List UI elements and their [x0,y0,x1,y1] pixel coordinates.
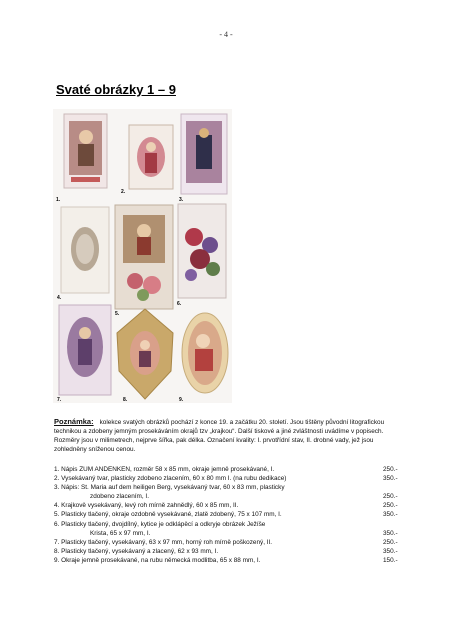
note-label: Poznámka: [54,417,94,426]
item-description: 1. Nápis ZUM ANDENKEN, rozměr 58 x 85 mm, okraje jemně prosekávané, I. [54,466,275,473]
item-description: 4. Krajkově vysekávaný, levý roh mírně zahnědlý, 60 x 85 mm, II. [54,502,239,510]
holy-card-9 [182,313,228,393]
item-price: 350.- [383,529,398,537]
list-item [54,474,409,483]
caption-6: 6. [177,301,182,307]
holy-card-3 [181,114,227,194]
item-description: 2. Vysekávaný tvar, plasticky zdobeno zlacením, 60 x 80 mm I. (na rubu dedikace) [54,475,287,483]
item-description-continued: Krista, 65 x 97 mm, I. [90,529,151,537]
caption-5: 5. [115,311,120,317]
item-description: 3. Nápis: St. Maria auf dem heiligen Berg, vysekávaný tvar, 60 x 83 mm, plasticky [54,484,285,492]
holy-card-4 [61,207,109,293]
note-paragraph [54,417,399,454]
item-list [54,465,409,565]
item-price: 250.- [383,493,398,501]
item-description: 5. Plasticky tlačený, okraje ozdobně vysekávané, zlatě zdobený, 75 x 107 mm, I. [54,511,282,519]
holy-card-7 [59,305,111,395]
list-item [54,556,409,565]
holy-card-6 [178,204,226,298]
list-item [54,520,409,538]
caption-2: 2. [121,189,126,195]
item-description: 9. Okraje jemně prosekávané, na rubu německá modlitba, 65 x 88 mm, I. [54,556,261,564]
page-number: - 4 - [219,30,233,39]
caption-4: 4. [57,295,62,301]
item-description-continued: zdobeno zlacením, I. [90,493,149,501]
item-price: 250.- [383,538,398,546]
holy-card-1 [64,114,107,188]
item-price: 350.- [383,511,398,519]
item-price: 250.- [383,466,398,473]
caption-8: 8. [123,397,128,403]
item-description: 8. Plasticky tlačený, vysekávaný a zlacený, 62 x 93 mm, I. [54,547,219,555]
caption-9: 9. [179,397,184,403]
caption-1: 1. [56,197,61,203]
list-item [54,465,409,474]
caption-3: 3. [179,197,184,203]
note-text: kolekce svatých obrázků pochází z konce 19. a začátku 20. století. Jsou tištěny původní litografickou technikou a zdobeny jemným prosekáváním okrajů tzv „krajkou“. Další tiskové a jiné zvláštnosti uvádíme v popisech. Rozměry jsou v milimetrech, nejprve šířka, pak délka. Označení kvality: I. prvotřídní stav, II. drobné vady, jež jsou zohledněny sníženou cenou. [54,419,385,453]
item-price: 150.- [383,556,398,564]
item-description: 7. Plasticky tlačený, vysekávaný, 63 x 97 mm, horný roh mírně poškozený, II. [54,538,273,546]
list-item [54,483,409,501]
item-price: 250.- [383,502,398,510]
holy-cards-photo [53,109,232,403]
item-price: 350.- [383,475,398,483]
list-item [54,501,409,510]
list-item [54,510,409,519]
list-item [54,547,409,556]
item-price: 350.- [383,547,398,555]
item-description: 6. Plasticky tlačený, dvojdílný, kytice je odklápěcí a odkryje obrázek Ježíše [54,520,266,528]
caption-7: 7. [57,397,62,403]
holy-card-8 [117,309,173,399]
page-title: Svaté obrázky 1 – 9 [56,82,176,97]
list-item [54,538,409,547]
holy-card-5 [115,205,173,309]
holy-card-2 [129,125,173,189]
